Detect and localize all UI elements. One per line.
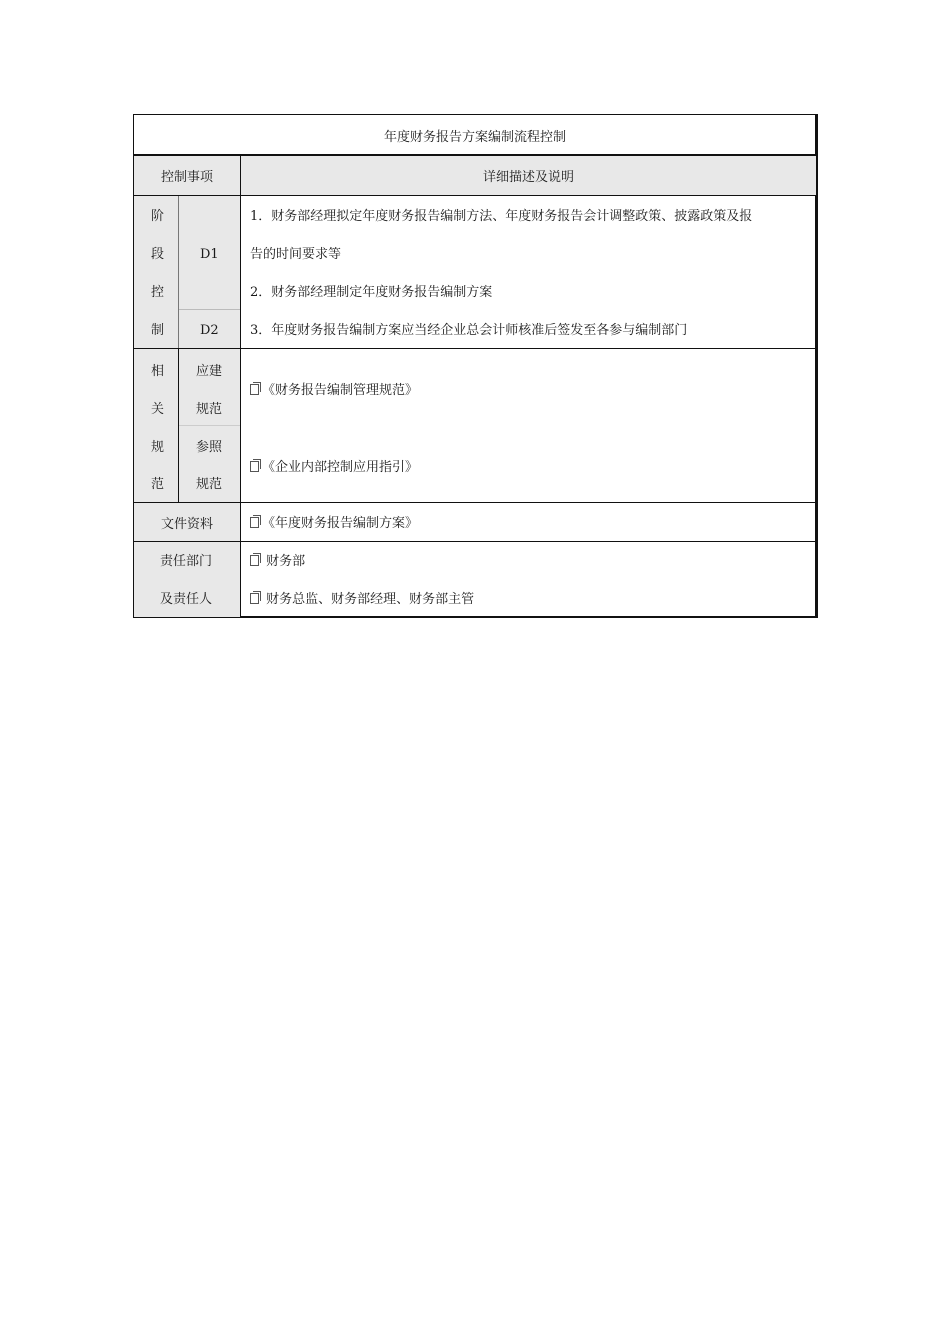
- document-icon: [250, 555, 259, 566]
- responsibility-dept: [250, 554, 305, 570]
- norms-ref-item-text: 《企业内部控制应用指引》: [262, 460, 419, 475]
- docs-item-text: 《年度财务报告编制方案》: [262, 516, 419, 531]
- stage-label-area: [134, 196, 240, 348]
- table-title: [134, 115, 816, 155]
- control-table: [133, 114, 818, 618]
- stage-item-3: 3．年度财务报告编制方案应当经企业总会计师核准后签发至各参与编制部门: [250, 323, 688, 338]
- header-description: [241, 156, 816, 195]
- norms-build-label-1: 应建: [196, 364, 223, 379]
- stage-d1-code: D1: [200, 247, 219, 262]
- document-icon: [250, 517, 259, 528]
- header-control-items: [134, 156, 240, 195]
- document-icon: [250, 384, 259, 395]
- docs-item: [250, 516, 418, 532]
- header-col1-label: 控制事项: [160, 170, 213, 185]
- stage-item-2: 2．财务部经理制定年度财务报告编制方案: [250, 285, 493, 300]
- stage-char-4: 制: [151, 323, 165, 338]
- norms-ref-label-1: 参照: [196, 440, 223, 455]
- document-icon: [250, 461, 259, 472]
- responsibility-label-1: 责任部门: [160, 554, 213, 569]
- norms-char-2: 关: [151, 402, 165, 417]
- stage-char-3: 控: [151, 285, 165, 300]
- stage-char-1: 阶: [151, 209, 165, 224]
- stage-item-1-line1: 1．财务部经理拟定年度财务报告编制方法、年度财务报告会计调整政策、披露政策及报: [250, 209, 753, 224]
- header-col2-label: 详细描述及说明: [482, 170, 574, 185]
- docs-label: [134, 503, 240, 541]
- responsibility-persons: [250, 592, 474, 608]
- norms-build-label-2: 规范: [196, 402, 223, 417]
- responsibility-label-2: 及责任人: [160, 592, 213, 607]
- norms-ref-label-2: 规范: [196, 477, 223, 492]
- norms-char-1: 相: [151, 364, 165, 379]
- stage-char-2: 段: [151, 247, 165, 262]
- norms-ref-item: [250, 460, 418, 476]
- stage-d2-code: D2: [200, 323, 219, 338]
- norms-char-3: 规: [151, 440, 165, 455]
- norms-build-item-text: 《财务报告编制管理规范》: [262, 383, 419, 398]
- norms-char-4: 范: [151, 477, 165, 492]
- responsibility-persons-text: 财务总监、财务部经理、财务部主管: [266, 592, 475, 607]
- responsibility-dept-text: 财务部: [266, 554, 306, 569]
- document-icon: [250, 593, 259, 604]
- docs-label-text: 文件资料: [160, 516, 213, 532]
- table-title-text: 年度财务报告方案编制流程控制: [383, 129, 566, 145]
- norms-build-item: [250, 383, 418, 399]
- stage-item-1-line2: 告的时间要求等: [250, 247, 342, 262]
